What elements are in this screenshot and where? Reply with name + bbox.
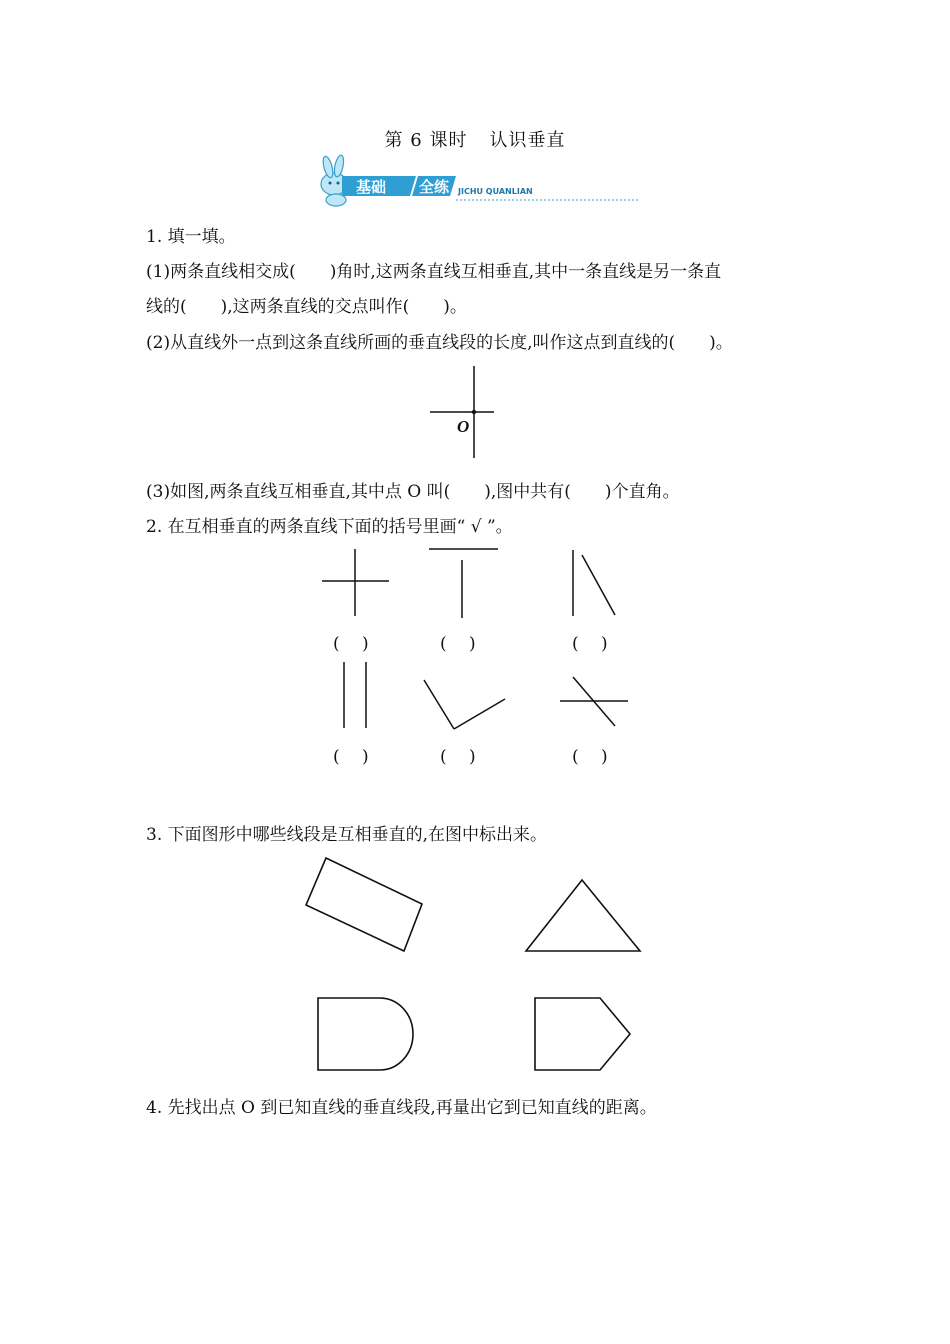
- q4-heading: 4. 先找出点 O 到已知直线的垂直线段,再量出它到已知直线的距离。: [146, 1098, 657, 1118]
- q1-part2: (2)从直线外一点到这条直线所画的垂直线段的长度,叫作这点到直线的( )。: [146, 333, 733, 353]
- banner-graphic: [306, 156, 646, 208]
- q3-heading: 3. 下面图形中哪些线段是互相垂直的,在图中标出来。: [146, 825, 548, 845]
- section-banner: [306, 156, 646, 208]
- banner-label-2: 全练: [419, 178, 450, 196]
- shape-triangle: [526, 880, 640, 951]
- point-o-label: O: [457, 417, 470, 436]
- shape-pentagon-arrow: [535, 998, 630, 1070]
- answer-blank-2[interactable]: ( ): [440, 634, 476, 654]
- lesson-topic: 认识垂直: [489, 130, 566, 151]
- banner-label-en: JICHU QUANLIAN: [458, 187, 533, 196]
- pair-x-shape: [560, 677, 628, 726]
- shape-d-shape: [318, 998, 413, 1070]
- intersection-point: [472, 410, 476, 414]
- pair-slanted: [573, 550, 615, 616]
- lesson-number: 第 6 课时: [384, 130, 468, 151]
- answer-blank-5[interactable]: ( ): [440, 747, 476, 767]
- q1-part3: (3)如图,两条直线互相垂直,其中点 O 叫( ),图中共有( )个直角。: [146, 482, 680, 502]
- page-title: [0, 126, 950, 152]
- pair-parallel: [344, 662, 366, 728]
- q1-part1-line1: (1)两条直线相交成( )角时,这两条直线互相垂直,其中一条直线是另一条直: [146, 262, 722, 282]
- pair-t-shape: [429, 549, 498, 618]
- answer-blank-1[interactable]: ( ): [333, 634, 369, 654]
- perpendicular-cross-figure: [420, 366, 500, 460]
- q2-heading: 2. 在互相垂直的两条直线下面的括号里画“ √ ”。: [146, 517, 513, 537]
- q1-part1-line2: 线的( ),这两条直线的交点叫作( )。: [146, 297, 467, 317]
- pair-cross: [322, 549, 389, 616]
- banner-label-1: 基础: [356, 178, 387, 196]
- shape-tilted-rectangle: [306, 858, 422, 951]
- pair-v-shape: [424, 680, 505, 729]
- q1-heading: 1. 填一填。: [146, 227, 236, 247]
- answer-blank-6[interactable]: ( ): [572, 747, 608, 767]
- answer-blank-4[interactable]: ( ): [333, 747, 369, 767]
- answer-blank-3[interactable]: ( ): [572, 634, 608, 654]
- q3-shapes: [290, 850, 660, 1080]
